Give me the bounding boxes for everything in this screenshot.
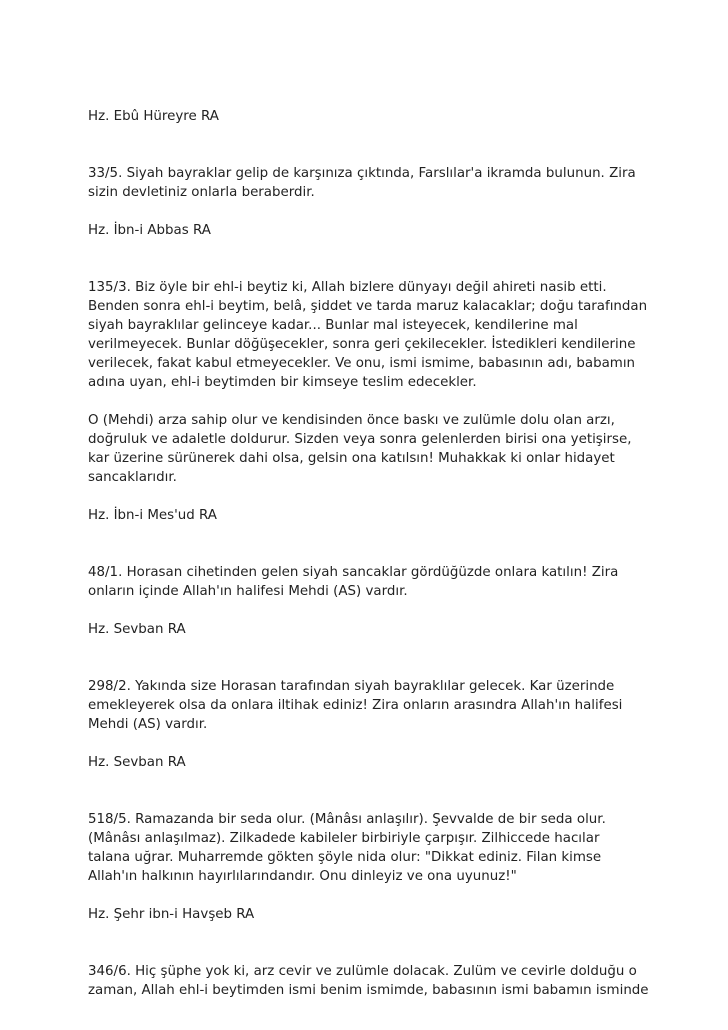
text-line: Benden sonra ehl-i beytim, belâ, şiddet ve tarda maruz kalacaklar; doğu tarafından xyxy=(88,299,648,314)
block-spacer xyxy=(88,734,648,753)
text-line: Allah'ın halkının hayırlılarındandır. Onu dinleyiz ve ona uyunuz!" xyxy=(88,869,517,884)
text-line: zaman, Allah ehl-i beytimden ismi benim ismimde, babasının ismi babamın isminde xyxy=(88,983,649,998)
text-line: Mehdi (AS) vardır. xyxy=(88,717,208,732)
author-attribution xyxy=(88,620,648,639)
text-line: Hz. Ebû Hüreyre RA xyxy=(88,109,219,124)
block-spacer xyxy=(88,601,648,620)
block-spacer xyxy=(88,487,648,506)
text-line: emekleyerek olsa da onlara iltihak ediniz! Zira onların arasındra Allah'ın halifesi xyxy=(88,698,623,713)
text-line: talana uğrar. Muharremde gökten şöyle nida olur: "Dikkat ediniz. Filan kimse xyxy=(88,850,602,865)
author-attribution xyxy=(88,107,648,126)
text-line: O (Mehdi) arza sahip olur ve kendisinden önce baskı ve zulümle dolu olan arzı, xyxy=(88,413,615,428)
hadith-paragraph xyxy=(88,962,648,1000)
block-spacer xyxy=(88,126,648,164)
hadith-paragraph xyxy=(88,278,648,392)
block-spacer xyxy=(88,924,648,962)
text-line: 48/1. Horasan cihetinden gelen siyah sancaklar gördüğüzde onlara katılın! Zira xyxy=(88,565,619,580)
text-line: 135/3. Biz öyle bir ehl-i beytiz ki, Allah bizlere dünyayı değil ahireti nasib etti. xyxy=(88,280,607,295)
text-line: Hz. Sevban RA xyxy=(88,755,186,770)
text-line: 518/5. Ramazanda bir seda olur. (Mânâsı anlaşılır). Şevvalde de bir seda olur. xyxy=(88,812,606,827)
text-line: kar üzerine sürünerek dahi olsa, gelsin ona katılsın! Muhakkak ki onlar hidayet xyxy=(88,451,615,466)
text-line: Hz. Şehr ibn-i Havşeb RA xyxy=(88,907,255,922)
block-spacer xyxy=(88,202,648,221)
text-line: (Mânâsı anlaşılmaz). Zilkadede kabileler birbiriyle çarpışır. Zilhiccede hacılar xyxy=(88,831,600,846)
block-spacer xyxy=(88,525,648,563)
author-attribution xyxy=(88,221,648,240)
author-attribution xyxy=(88,506,648,525)
text-line: sancaklarıdır. xyxy=(88,470,177,485)
text-line: verilecek, fakat kabul etmeyecekler. Ve onu, ismi ismime, babasının adı, babamın xyxy=(88,356,636,371)
text-line: 33/5. Siyah bayraklar gelip de karşınıza çıktında, Farslılar'a ikramda bulunun. Zira xyxy=(88,166,636,181)
text-line: verilmeyecek. Bunlar döğüşecekler, sonra geri çekilecekler. İstedikleri kendilerine xyxy=(88,337,636,352)
text-line: 298/2. Yakında size Horasan tarafından siyah bayraklılar gelecek. Kar üzerinde xyxy=(88,679,615,694)
text-line: doğruluk ve adaletle doldurur. Sizden veya sonra gelenlerden birisi ona yetişirse, xyxy=(88,432,632,447)
text-line: adına uyan, ehl-i beytimden bir kimseye teslim edecekler. xyxy=(88,375,477,390)
text-line: Hz. Sevban RA xyxy=(88,622,186,637)
block-spacer xyxy=(88,772,648,810)
text-line: Hz. İbn-i Abbas RA xyxy=(88,223,211,238)
text-line: Hz. İbn-i Mes'ud RA xyxy=(88,508,217,523)
hadith-paragraph xyxy=(88,411,648,487)
hadith-paragraph xyxy=(88,563,648,601)
author-attribution xyxy=(88,905,648,924)
block-spacer xyxy=(88,240,648,278)
block-spacer xyxy=(88,392,648,411)
text-line: 346/6. Hiç şüphe yok ki, arz cevir ve zulümle dolacak. Zulüm ve cevirle dolduğu o xyxy=(88,964,637,979)
hadith-paragraph xyxy=(88,164,648,202)
document-page xyxy=(88,107,648,1000)
hadith-paragraph xyxy=(88,810,648,886)
author-attribution xyxy=(88,753,648,772)
block-spacer xyxy=(88,886,648,905)
hadith-paragraph xyxy=(88,677,648,734)
text-line: sizin devletiniz onlarla beraberdir. xyxy=(88,185,315,200)
block-spacer xyxy=(88,639,648,677)
text-line: onların içinde Allah'ın halifesi Mehdi (AS) vardır. xyxy=(88,584,408,599)
text-line: siyah bayraklılar gelinceye kadar... Bunlar mal isteyecek, kendilerine mal xyxy=(88,318,578,333)
